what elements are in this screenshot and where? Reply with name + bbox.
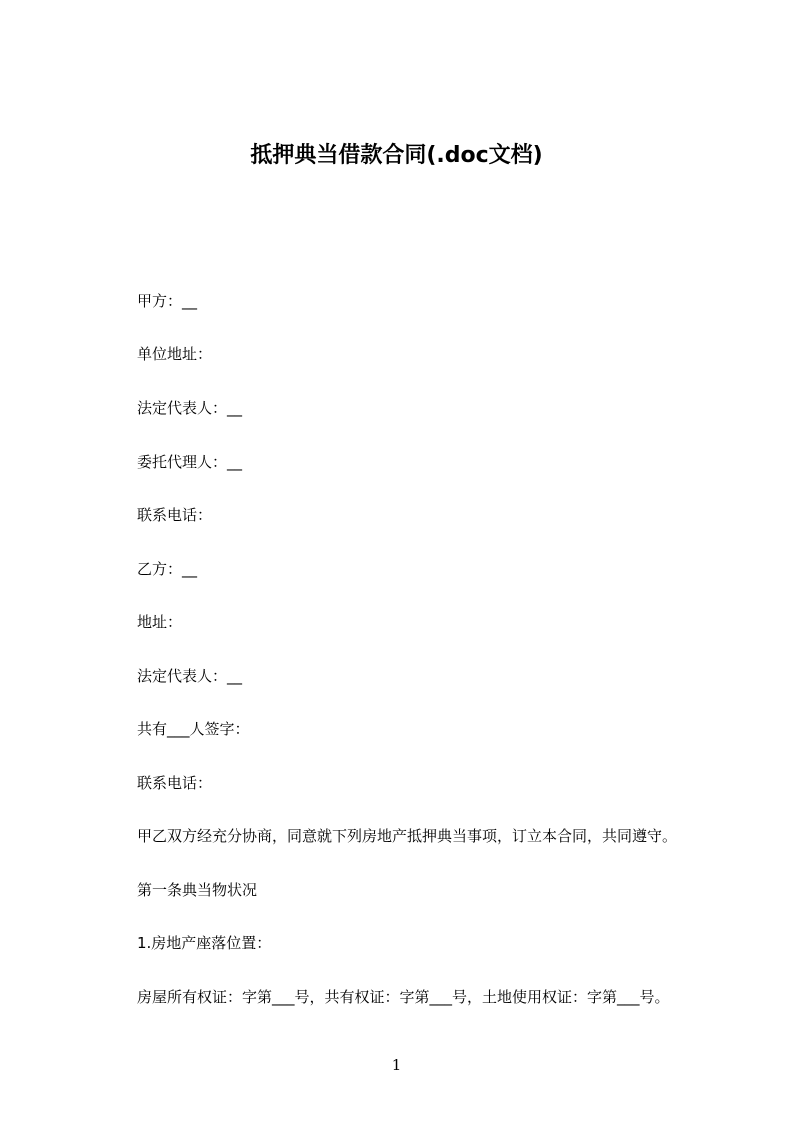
party-a-agent-line: 委托代理人：__ xyxy=(137,453,243,471)
agreement-paragraph: 甲乙双方经充分协商，同意就下列房地产抵押典当事项，订立本合同，共同遵守。 xyxy=(137,827,678,845)
party-b-address-line: 地址： xyxy=(137,613,183,631)
party-a-line: 甲方：__ xyxy=(137,292,198,310)
party-a-address-line: 单位地址： xyxy=(137,345,213,363)
document-title: 抵押典当借款合同(.doc文档) xyxy=(250,143,543,168)
article-one-heading: 第一条典当物状况 xyxy=(137,881,258,899)
page-number: 1 xyxy=(391,1056,402,1074)
certificates-line: 房屋所有权证：字第___号，共有权证：字第___号，土地使用权证：字第___号。 xyxy=(137,988,670,1006)
co-owner-signature-line: 共有___人签字： xyxy=(137,720,250,738)
party-a-phone-line: 联系电话： xyxy=(137,506,213,524)
party-a-legal-rep-line: 法定代表人：__ xyxy=(137,399,243,417)
party-b-line: 乙方：__ xyxy=(137,560,198,578)
party-b-legal-rep-line: 法定代表人：__ xyxy=(137,667,243,685)
party-b-phone-line: 联系电话： xyxy=(137,774,213,792)
property-location-line: 1.房地产座落位置： xyxy=(137,934,272,952)
